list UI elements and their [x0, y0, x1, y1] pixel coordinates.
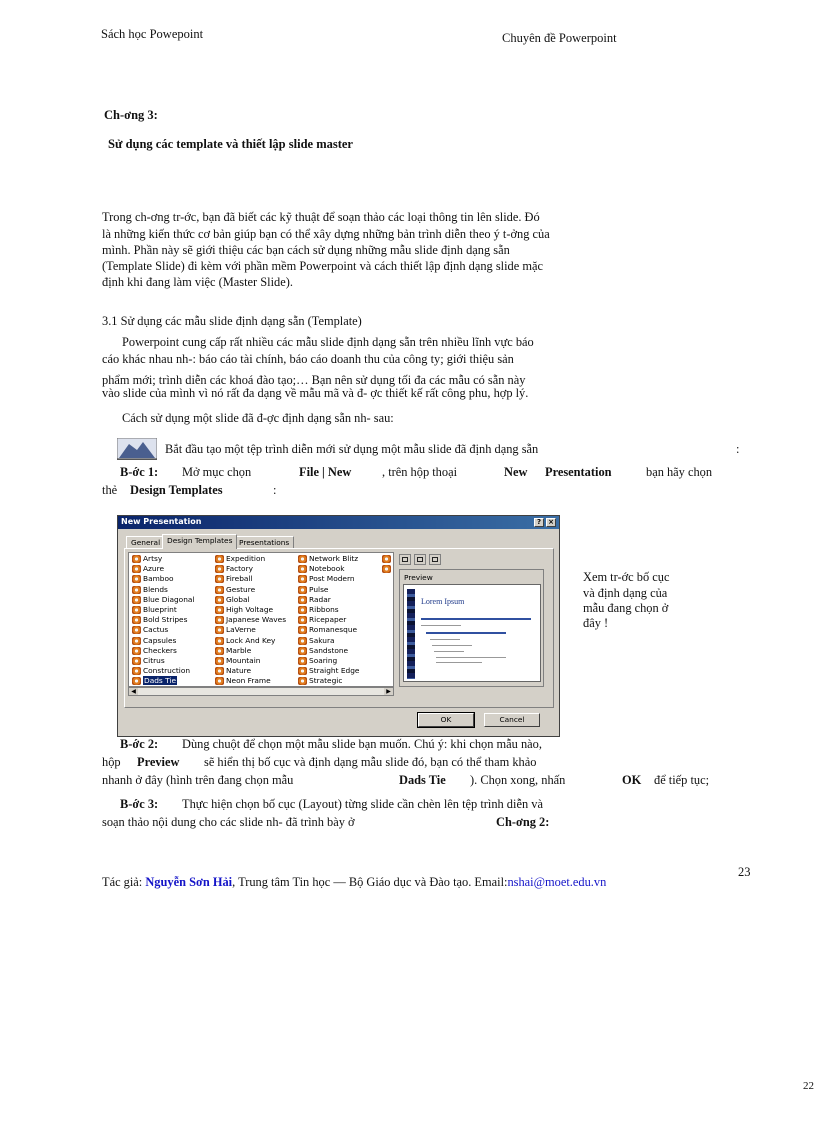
footer-prefix: Tác giả:: [102, 875, 143, 889]
template-item-label: Citrus: [143, 655, 165, 665]
template-item-label: Global: [226, 594, 250, 604]
template-icon: [215, 616, 224, 624]
template-icon: [215, 667, 224, 675]
sheet-number: 22: [803, 1080, 814, 1092]
template-icon: [298, 575, 307, 583]
template-item-label: Blue Diagonal: [143, 594, 195, 604]
header-right: Chuyên đề Powerpoint: [502, 31, 617, 45]
step-1-label: B-ớc 1:: [120, 465, 159, 479]
para-line: vào slide của mình vì nó rất đa dạng về mẫu mã và đ- ợc thiết kế rất công phu, hợp lý.: [102, 386, 529, 400]
template-item[interactable]: [131, 625, 194, 635]
template-icon: [382, 555, 391, 563]
template-item[interactable]: [131, 656, 194, 666]
template-item-label: Pulse: [309, 584, 329, 594]
slide-preview-line: [421, 618, 531, 620]
template-column-3: [297, 554, 359, 686]
chapter-label: Ch-ơng 3:: [104, 108, 158, 122]
template-icon: [298, 647, 307, 655]
side-note-line: đây !: [583, 616, 609, 630]
template-item-label: Network Blitz: [309, 554, 359, 563]
template-item[interactable]: [131, 585, 194, 595]
template-item-label: Checkers: [143, 645, 177, 655]
footer-email-link[interactable]: nshai@moet.edu.vn: [507, 875, 607, 889]
template-item-label: LaVerne: [226, 625, 256, 635]
para-line: phẩm mới; trình diễn các khoá đào tạo;… Bạn nên sử dụng tối đa các mẫu có sẵn này: [102, 373, 526, 387]
template-icon: [215, 596, 224, 604]
step-2-text: Dùng chuột để chọn một mẫu slide bạn muốn. Chú ý: khi chọn mẫu nào,: [182, 737, 542, 751]
template-icon: [215, 555, 224, 563]
template-item-label: Bamboo: [143, 574, 174, 584]
footer-text: , Trung tâm Tin học — Bộ Giáo dục và Đào tạo. Email:: [232, 875, 508, 889]
template-item[interactable]: [214, 605, 286, 615]
template-item-label: Notebook: [309, 564, 345, 574]
step-2-preview: Preview: [137, 755, 180, 769]
step-1-text: , trên hộp thoại: [382, 465, 458, 479]
template-icon: [298, 555, 307, 563]
template-icon: [132, 606, 141, 614]
template-item-label: Radar: [309, 594, 331, 604]
template-item-label: Blueprint: [143, 604, 177, 614]
template-item[interactable]: [214, 636, 286, 646]
step-2-text: sẽ hiển thị bố cục và định dạng mẫu slide đó, bạn có thể tham khảo: [204, 755, 537, 769]
tab-presentations[interactable]: Presentations: [234, 536, 294, 548]
step-2-ok: OK: [622, 773, 642, 787]
side-note-line: mẫu đang chọn ở: [583, 601, 669, 615]
help-button[interactable]: ?: [534, 518, 544, 527]
template-icon: [298, 616, 307, 624]
template-icon: [298, 565, 307, 573]
template-icon: [132, 565, 141, 573]
template-icon: [298, 657, 307, 665]
template-icon: [215, 626, 224, 634]
template-item-label: Artsy: [143, 554, 163, 563]
template-item-label: Bold Stripes: [143, 615, 188, 625]
template-item-label: Sandstone: [309, 645, 349, 655]
large-icons-view-icon[interactable]: [399, 554, 411, 565]
template-icon: [132, 626, 141, 634]
template-item[interactable]: [214, 676, 286, 686]
template-item[interactable]: [214, 554, 286, 564]
intro-line: là những kiến thức cơ bản giúp bạn có thể xây dựng những bản trình diễn theo ý t-ởng của: [102, 227, 550, 241]
new-presentation-dialog: [117, 515, 560, 737]
intro-line: mình. Phần này sẽ giới thiệu các bạn cách sử dụng những mẫu slide định dạng sẵn: [102, 243, 510, 257]
template-icon: [132, 637, 141, 645]
template-icon: [298, 667, 307, 675]
template-column-2: [214, 554, 286, 686]
template-item[interactable]: [297, 605, 359, 615]
template-item-label: Capsules: [143, 635, 177, 645]
template-icon: [132, 677, 141, 685]
template-item[interactable]: [131, 615, 194, 625]
template-item-label: Cactus: [143, 625, 169, 635]
intro-line: Trong ch-ơng tr-ớc, bạn đã biết các kỹ thuật để soạn thảo các loại thông tin lên slide. Đó: [102, 210, 540, 224]
template-item-label: Soaring: [309, 655, 338, 665]
template-item[interactable]: [297, 585, 359, 595]
step-1-text: bạn hãy chọn: [646, 465, 713, 479]
template-item[interactable]: [131, 636, 194, 646]
template-item[interactable]: [214, 666, 286, 676]
template-icon: [132, 575, 141, 583]
template-column-4: [381, 554, 393, 574]
tab-general[interactable]: General: [126, 536, 165, 548]
step-2-text: ). Chọn xong, nhấn: [470, 773, 566, 787]
template-item-label: Azure: [143, 564, 165, 574]
template-icon: [132, 667, 141, 675]
template-icon: [215, 565, 224, 573]
template-item[interactable]: [214, 585, 286, 595]
step-1-colon: :: [273, 483, 277, 497]
preview-label: Preview: [404, 573, 433, 582]
tab-design-templates[interactable]: Design Templates: [162, 534, 237, 549]
template-item[interactable]: [297, 636, 359, 646]
slide-preview-stripe: [407, 589, 415, 679]
template-item[interactable]: [131, 605, 194, 615]
template-icon: [132, 616, 141, 624]
template-item-label: Mountain: [226, 655, 261, 665]
template-item-partial[interactable]: [381, 564, 393, 574]
template-list[interactable]: [128, 552, 394, 687]
step-3-label: B-ớc 3:: [120, 797, 159, 811]
template-item-label: Ribbons: [309, 604, 339, 614]
slide-preview-line: [430, 639, 460, 640]
side-note-line: Xem tr-ớc bố cục: [583, 570, 670, 584]
step-2-text: để tiếp tục;: [654, 773, 710, 787]
template-item[interactable]: [297, 574, 359, 584]
dialog-title: New Presentation: [118, 516, 559, 529]
slide-preview-line: [432, 645, 472, 646]
footer: [102, 875, 606, 890]
footer-author: Nguyễn Sơn Hải: [145, 875, 233, 889]
template-icon: [132, 586, 141, 594]
template-icon: [132, 555, 141, 563]
template-item[interactable]: [131, 646, 194, 656]
template-item-label: Neon Frame: [226, 676, 271, 686]
para-line: Powerpoint cung cấp rất nhiều các mẫu slide định dạng sẵn trên nhiều lĩnh vực báo: [122, 335, 534, 349]
template-item-label: Expedition: [226, 554, 266, 563]
template-item[interactable]: [297, 625, 359, 635]
template-item-label: Fireball: [226, 574, 253, 584]
template-item[interactable]: [214, 646, 286, 656]
template-item[interactable]: [297, 666, 359, 676]
template-item[interactable]: [297, 595, 359, 605]
template-item[interactable]: [131, 676, 194, 686]
step-1-dialog-name: New: [504, 465, 528, 479]
template-item-label: Romanesque: [309, 625, 358, 635]
template-item[interactable]: [297, 554, 359, 564]
note-colon: :: [736, 442, 740, 456]
template-item[interactable]: [214, 574, 286, 584]
template-icon: [382, 565, 391, 573]
template-item[interactable]: [214, 656, 286, 666]
step-3-text: soạn thảo nội dung cho các slide nh- đã trình bày ở: [102, 815, 355, 829]
template-icon: [132, 657, 141, 665]
template-icon: [215, 647, 224, 655]
template-item[interactable]: [131, 554, 194, 564]
template-icon: [298, 596, 307, 604]
template-icon: [298, 677, 307, 685]
template-item[interactable]: [131, 595, 194, 605]
template-icon: [215, 606, 224, 614]
template-item[interactable]: [214, 595, 286, 605]
slide-preview-title: Lorem Ipsum: [421, 597, 465, 606]
template-item-label: High Voltage: [226, 604, 274, 614]
template-icon: [215, 677, 224, 685]
template-item[interactable]: [297, 646, 359, 656]
slide-preview-line: [436, 657, 506, 658]
side-note-line: và định dạng của: [583, 586, 668, 600]
slide-preview-line: [426, 632, 506, 634]
template-item-label: Post Modern: [309, 574, 355, 584]
template-item-label: Straight Edge: [309, 666, 360, 676]
template-item-label: Japanese Waves: [226, 615, 287, 625]
template-item[interactable]: [214, 615, 286, 625]
step-3-text: Thực hiện chọn bố cục (Layout) từng slide cần chèn lên tệp trình diễn và: [182, 797, 543, 811]
scroll-left-icon[interactable]: ◀: [129, 688, 138, 695]
step-2-dads-tie: Dads Tie: [399, 773, 446, 787]
template-item-label: Blends: [143, 584, 168, 594]
template-item-label: Lock And Key: [226, 635, 276, 645]
step-1-text: Mở mục chọn: [182, 465, 252, 479]
preview-panel: [399, 569, 544, 687]
page-number: 23: [738, 865, 751, 879]
step-2-text: nhanh ở đây (hình trên đang chọn mẫu: [102, 773, 294, 787]
template-item-partial[interactable]: [381, 554, 393, 564]
template-item-label: Factory: [226, 564, 253, 574]
intro-line: (Template Slide) đi kèm với phần mềm Powerpoint và cách thiết lập định dạng slide mặc: [102, 259, 543, 273]
section-heading: 3.1 Sử dụng các mẫu slide định dạng sẵn (Template): [102, 314, 362, 328]
template-item-label: Nature: [226, 666, 252, 676]
template-column-1: [131, 554, 194, 686]
template-item-label: Sakura: [309, 635, 335, 645]
scroll-right-icon[interactable]: ▶: [384, 688, 393, 695]
cancel-button[interactable]: Cancel: [484, 713, 540, 727]
template-item[interactable]: [131, 574, 194, 584]
para-line: cáo khác nhau nh-: báo cáo tài chính, báo cáo doanh thu của công ty; giới thiệu sản: [102, 352, 514, 366]
template-item[interactable]: [131, 564, 194, 574]
template-item[interactable]: [297, 615, 359, 625]
template-icon: [298, 606, 307, 614]
template-item-label: Ricepaper: [309, 615, 347, 625]
step-3-reference: Ch-ơng 2:: [496, 815, 550, 829]
close-button[interactable]: ×: [546, 518, 556, 527]
step-1-dialog-name: Presentation: [545, 465, 612, 479]
template-icon: [132, 596, 141, 604]
template-item-label: Gesture: [226, 584, 256, 594]
template-icon: [215, 575, 224, 583]
step-1-text: thẻ: [102, 483, 118, 497]
template-item[interactable]: [214, 564, 286, 574]
step-2-label: B-ớc 2:: [120, 737, 159, 751]
template-item-label: Marble: [226, 645, 252, 655]
step-1-menu: File | New: [299, 465, 352, 479]
template-icon: [298, 586, 307, 594]
section-paragraph-2: Cách sử dụng một slide đã đ-ợc định dạng sẵn nh- sau:: [122, 411, 394, 425]
template-item-label: Construction: [143, 666, 191, 676]
template-item[interactable]: [131, 666, 194, 676]
intro-line: định khi đang làm việc (Master Slide).: [102, 275, 293, 289]
list-view-icon[interactable]: [414, 554, 426, 565]
template-icon: [132, 647, 141, 655]
chapter-title: Sử dụng các template và thiết lập slide master: [108, 137, 353, 151]
header-left: Sách học Powepoint: [101, 27, 204, 41]
slide-preview: [403, 584, 541, 682]
template-item-label: Dads Tie: [144, 676, 176, 686]
template-item[interactable]: [214, 625, 286, 635]
template-icon: [215, 637, 224, 645]
template-icon: [215, 586, 224, 594]
ok-button[interactable]: OK: [418, 713, 474, 727]
template-icon: [298, 637, 307, 645]
template-icon: [298, 626, 307, 634]
template-item[interactable]: [297, 656, 359, 666]
details-view-icon[interactable]: [429, 554, 441, 565]
step-1-tab-name: Design Templates: [130, 483, 223, 497]
step-2-text: hộp: [102, 755, 121, 769]
note-text: Bắt đầu tạo một tệp trình diễn mới sử dụng một mẫu slide đã định dạng sẵn: [165, 442, 539, 456]
template-item[interactable]: [297, 564, 359, 574]
slide-preview-line: [436, 662, 482, 663]
slide-preview-line: [421, 625, 461, 626]
horizontal-scrollbar[interactable]: [128, 687, 394, 696]
template-item-label: Strategic: [309, 676, 343, 686]
template-item[interactable]: [297, 676, 359, 686]
note-icon: [117, 438, 157, 460]
template-icon: [215, 657, 224, 665]
slide-preview-line: [434, 651, 464, 652]
